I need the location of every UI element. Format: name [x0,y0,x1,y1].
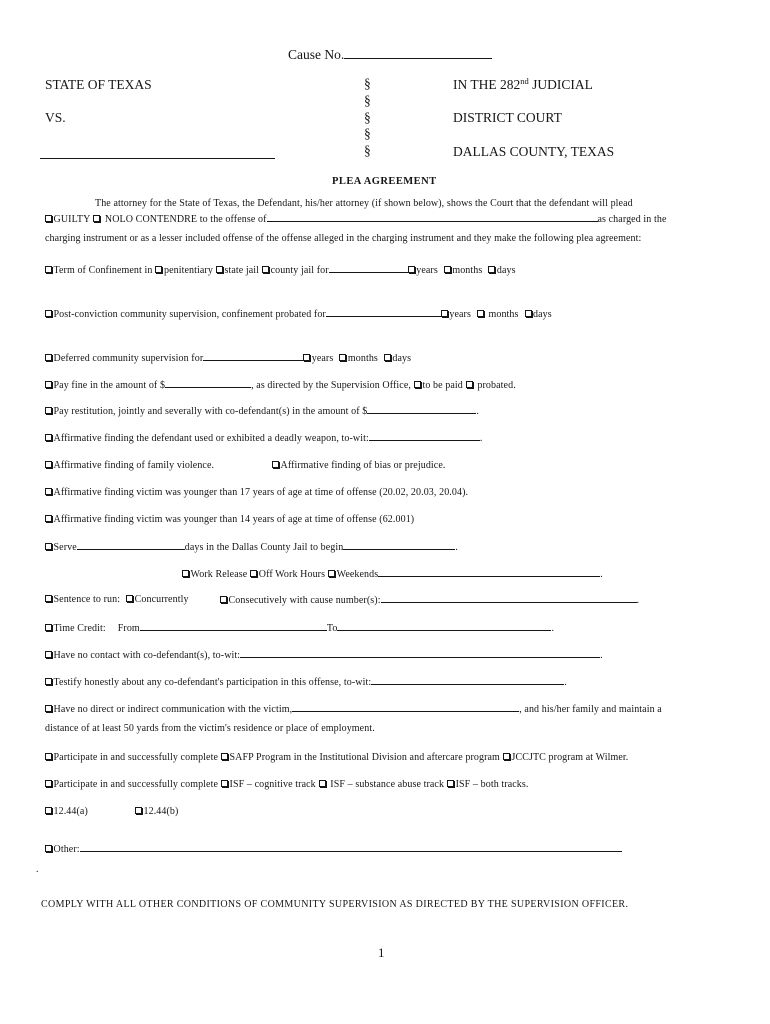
bias-prejudice-checkbox[interactable] [272,461,279,468]
deferred-supervision-checkbox[interactable] [45,354,52,361]
months-label: months [347,353,378,364]
deadly-weapon-end: . [479,433,483,444]
court-name-end: JUDICIAL [528,77,593,92]
no-communication-after: , and his/her family and maintain a [519,704,662,715]
section-sign: § [364,109,371,125]
serve-jail-line [45,541,458,554]
document-title: PLEA AGREEMENT [332,176,437,187]
post-conviction-checkbox[interactable] [45,310,52,317]
to-be-paid-label: to be paid [422,380,463,391]
months-label: months [488,309,519,320]
state-jail-label: state jail [224,265,260,276]
article-12-44b-line [135,806,178,818]
isf-both-tracks-label: ISF – both tracks. [455,779,529,790]
serve-label: Serve [53,542,77,553]
jccjtc-program-checkbox[interactable] [503,753,510,760]
deadly-weapon-line [45,432,483,445]
months-checkbox[interactable] [477,310,484,317]
article-12-44a-line [45,806,88,818]
participate-isf-checkbox[interactable] [45,780,52,787]
isf-both-tracks-checkbox[interactable] [447,780,454,787]
deferred-supervision-line [45,352,411,365]
to-be-paid-checkbox[interactable] [414,381,421,388]
county-jail-checkbox[interactable] [262,266,269,273]
isf-cognitive-checkbox[interactable] [221,780,228,787]
time-credit-end: . [551,623,555,634]
confinement-duration-field[interactable] [329,264,408,273]
serve-begin-date-field[interactable] [343,541,455,550]
years-label: years [449,309,471,320]
deadly-weapon-field[interactable] [369,432,480,441]
fine-probated-checkbox[interactable] [466,381,473,388]
versus-label: VS. [45,110,66,125]
years-checkbox[interactable] [408,266,415,273]
no-contact-end: . [600,650,603,661]
victim-under-14-checkbox[interactable] [45,515,52,522]
cause-number-field[interactable] [344,47,492,59]
other-label: Other: [53,844,80,855]
offense-suffix: as charged in the [597,214,667,225]
article-12-44b-checkbox[interactable] [135,807,142,814]
other-line [45,843,622,856]
victim-under-14-line [45,514,414,526]
fine-amount-field[interactable] [165,379,251,388]
term-of-confinement-checkbox[interactable] [45,266,52,273]
section-sign: § [364,126,371,142]
years-checkbox[interactable] [441,310,448,317]
other-checkbox[interactable] [45,845,52,852]
deadly-weapon-checkbox[interactable] [45,434,52,441]
deferred-supervision-label: Deferred community supervision for [53,353,204,364]
time-credit-line [45,622,554,635]
jail-schedule-end: . [600,569,603,580]
participate-safp-label: Participate in and successfully complete [53,752,219,763]
serve-middle: days in the Dallas County Jail to begin [184,542,344,553]
weekends-checkbox[interactable] [328,570,335,577]
offense-field[interactable] [267,213,598,222]
section-sign: § [364,92,371,108]
years-label: years [416,265,438,276]
testify-field[interactable] [371,676,564,685]
penitentiary-checkbox[interactable] [155,266,162,273]
plea-statement-continuation: charging instrument or as a lesser included offense of the offense alleged in the charging instrument and they make the following plea agreement: [45,233,642,244]
section-sign: § [364,143,371,158]
plea-type-line [45,213,667,226]
no-communication-checkbox[interactable] [45,705,52,712]
isf-substance-abuse-checkbox[interactable] [319,780,326,787]
participate-safp-checkbox[interactable] [45,753,52,760]
fine-probated-label: probated. [477,380,516,391]
victim-under-17-line [45,487,468,499]
pay-fine-direction: , as directed by the Supervision Office, [251,380,411,391]
jccjtc-program-label: JCCJTC program at Wilmer. [511,752,629,763]
cause-number-label: Cause No. [288,47,345,62]
work-release-label: Work Release [190,569,248,580]
days-checkbox[interactable] [488,266,495,273]
consecutive-sentence-line [220,594,639,607]
serve-end: . [455,542,458,553]
state-of-texas: STATE OF TEXAS [45,77,152,92]
co-defendants-field[interactable] [240,649,600,658]
safp-program-checkbox[interactable] [221,753,228,760]
safp-program-label: SAFP Program in the Institutional Division and aftercare program [229,752,500,763]
post-conviction-supervision-line [45,308,552,321]
weekends-label: Weekends [336,569,379,580]
years-label: years [311,353,334,364]
safp-program-line [45,752,628,764]
off-work-hours-label: Off Work Hours [258,569,326,580]
victim-name-field[interactable] [292,703,519,712]
time-credit-from-label: From [117,623,140,634]
time-credit-label: Time Credit: [53,623,106,634]
no-communication-continuation: distance of at least 50 yards from the victim's residence or place of employment. [45,723,375,734]
bias-prejudice-line [272,460,445,472]
time-credit-to-field[interactable] [337,622,551,631]
district-court: DISTRICT COURT [453,110,562,125]
no-communication-line [45,703,662,716]
other-field[interactable] [80,843,622,852]
guilty-checkbox[interactable] [45,215,52,222]
family-violence-checkbox[interactable] [45,461,52,468]
family-violence-line [45,460,214,472]
jail-schedule-line [182,568,603,581]
testify-checkbox[interactable] [45,678,52,685]
restitution-end: . [476,406,479,417]
page-number: 1 [378,945,385,960]
restitution-label: Pay restitution, jointly and severally with co-defendant(s) in the amount of $ [53,406,368,417]
deadly-weapon-label: Affirmative finding the defendant used or exhibited a deadly weapon, to-wit: [53,433,369,444]
sentence-to-run-line [45,594,189,606]
family-violence-label: Affirmative finding of family violence. [53,460,215,471]
court-name-main: IN THE 282 [453,77,521,92]
jail-schedule-field[interactable] [378,568,600,577]
participate-isf-label: Participate in and successfully complete [53,779,219,790]
defendant-name-field[interactable] [40,158,275,159]
restitution-line [45,405,479,418]
serve-days-field[interactable] [77,541,185,550]
no-communication-label: Have no direct or indirect communication with the victim, [53,704,293,715]
victim-under-17-checkbox[interactable] [45,488,52,495]
no-contact-label: Have no contact with co-defendant(s), to-wit: [53,650,241,661]
consecutively-label: Consecutively with cause number(s): [228,595,381,606]
guilty-label: GUILTY [53,214,91,225]
victim-under-14-label: Affirmative finding victim was younger than 14 years of age at time of offense (62.001) [53,514,415,525]
no-contact-checkbox[interactable] [45,651,52,658]
years-checkbox[interactable] [303,354,310,361]
term-of-confinement-label: Term of Confinement in [53,265,153,276]
days-checkbox[interactable] [525,310,532,317]
stray-mark: . [36,864,39,875]
court-ordinal-suffix: nd [520,76,529,86]
isf-cognitive-label: ISF – cognitive track [229,779,316,790]
nolo-contendre-checkbox[interactable] [93,215,100,222]
cause-numbers-field[interactable] [381,594,637,603]
testify-label: Testify honestly about any co-defendant's participation in this offense, to-wit: [53,677,372,688]
article-12-44a-label: 12.44(a) [53,806,88,817]
isf-substance-abuse-label: ISF – substance abuse track [330,779,445,790]
restitution-amount-field[interactable] [367,405,476,414]
cause-number-line [288,47,492,62]
post-conviction-label: Post-conviction community supervision, confinement probated for [53,309,326,320]
months-checkbox[interactable] [339,354,346,361]
section-sign: § [364,76,371,91]
isf-program-line [45,779,529,791]
nolo-contendre-label: NOLO CONTENDRE to the offense of [104,214,267,225]
pay-fine-label: Pay fine in the amount of $ [53,380,166,391]
months-label: months [452,265,483,276]
county-jail-label: county jail for [270,265,329,276]
serve-checkbox[interactable] [45,543,52,550]
plea-statement: The attorney for the State of Texas, the Defendant, his/her attorney (if shown below), shows the Court that the defendant will plead [95,198,633,209]
restitution-checkbox[interactable] [45,407,52,414]
time-credit-from-field[interactable] [140,622,327,631]
no-contact-line [45,649,603,662]
days-label: days [533,309,552,320]
time-credit-to-label: To [326,623,338,634]
state-jail-checkbox[interactable] [216,266,223,273]
off-work-hours-checkbox[interactable] [250,570,257,577]
days-label: days [496,265,516,276]
pay-fine-checkbox[interactable] [45,381,52,388]
sentence-to-run-label: Sentence to run: [53,594,121,605]
county-name: DALLAS COUNTY, TEXAS [453,144,615,159]
victim-under-17-label: Affirmative finding victim was younger than 17 years of age at time of offense (20.02, 20.03, 20.04). [53,487,469,498]
time-credit-checkbox[interactable] [45,624,52,631]
testify-line [45,676,567,689]
article-12-44a-checkbox[interactable] [45,807,52,814]
term-of-confinement-line [45,264,516,277]
comply-statement: COMPLY WITH ALL OTHER CONDITIONS OF COMMUNITY SUPERVISION AS DIRECTED BY THE SUPERVISION OFFICER. [41,899,629,910]
concurrently-label: Concurrently [134,594,189,605]
days-label: days [392,353,412,364]
consecutive-end: . [636,595,640,606]
court-name [453,77,593,94]
penitentiary-label: penitentiary [163,265,213,276]
sentence-to-run-checkbox[interactable] [45,595,52,602]
concurrently-checkbox[interactable] [126,595,133,602]
bias-prejudice-label: Affirmative finding of bias or prejudice. [280,460,446,471]
consecutively-checkbox[interactable] [220,596,227,603]
months-checkbox[interactable] [444,266,451,273]
article-12-44b-label: 12.44(b) [143,806,179,817]
work-release-checkbox[interactable] [182,570,189,577]
probated-duration-field[interactable] [326,308,441,317]
pay-fine-line [45,379,516,392]
testify-end: . [564,677,567,688]
days-checkbox[interactable] [384,354,391,361]
deferred-duration-field[interactable] [203,352,303,361]
